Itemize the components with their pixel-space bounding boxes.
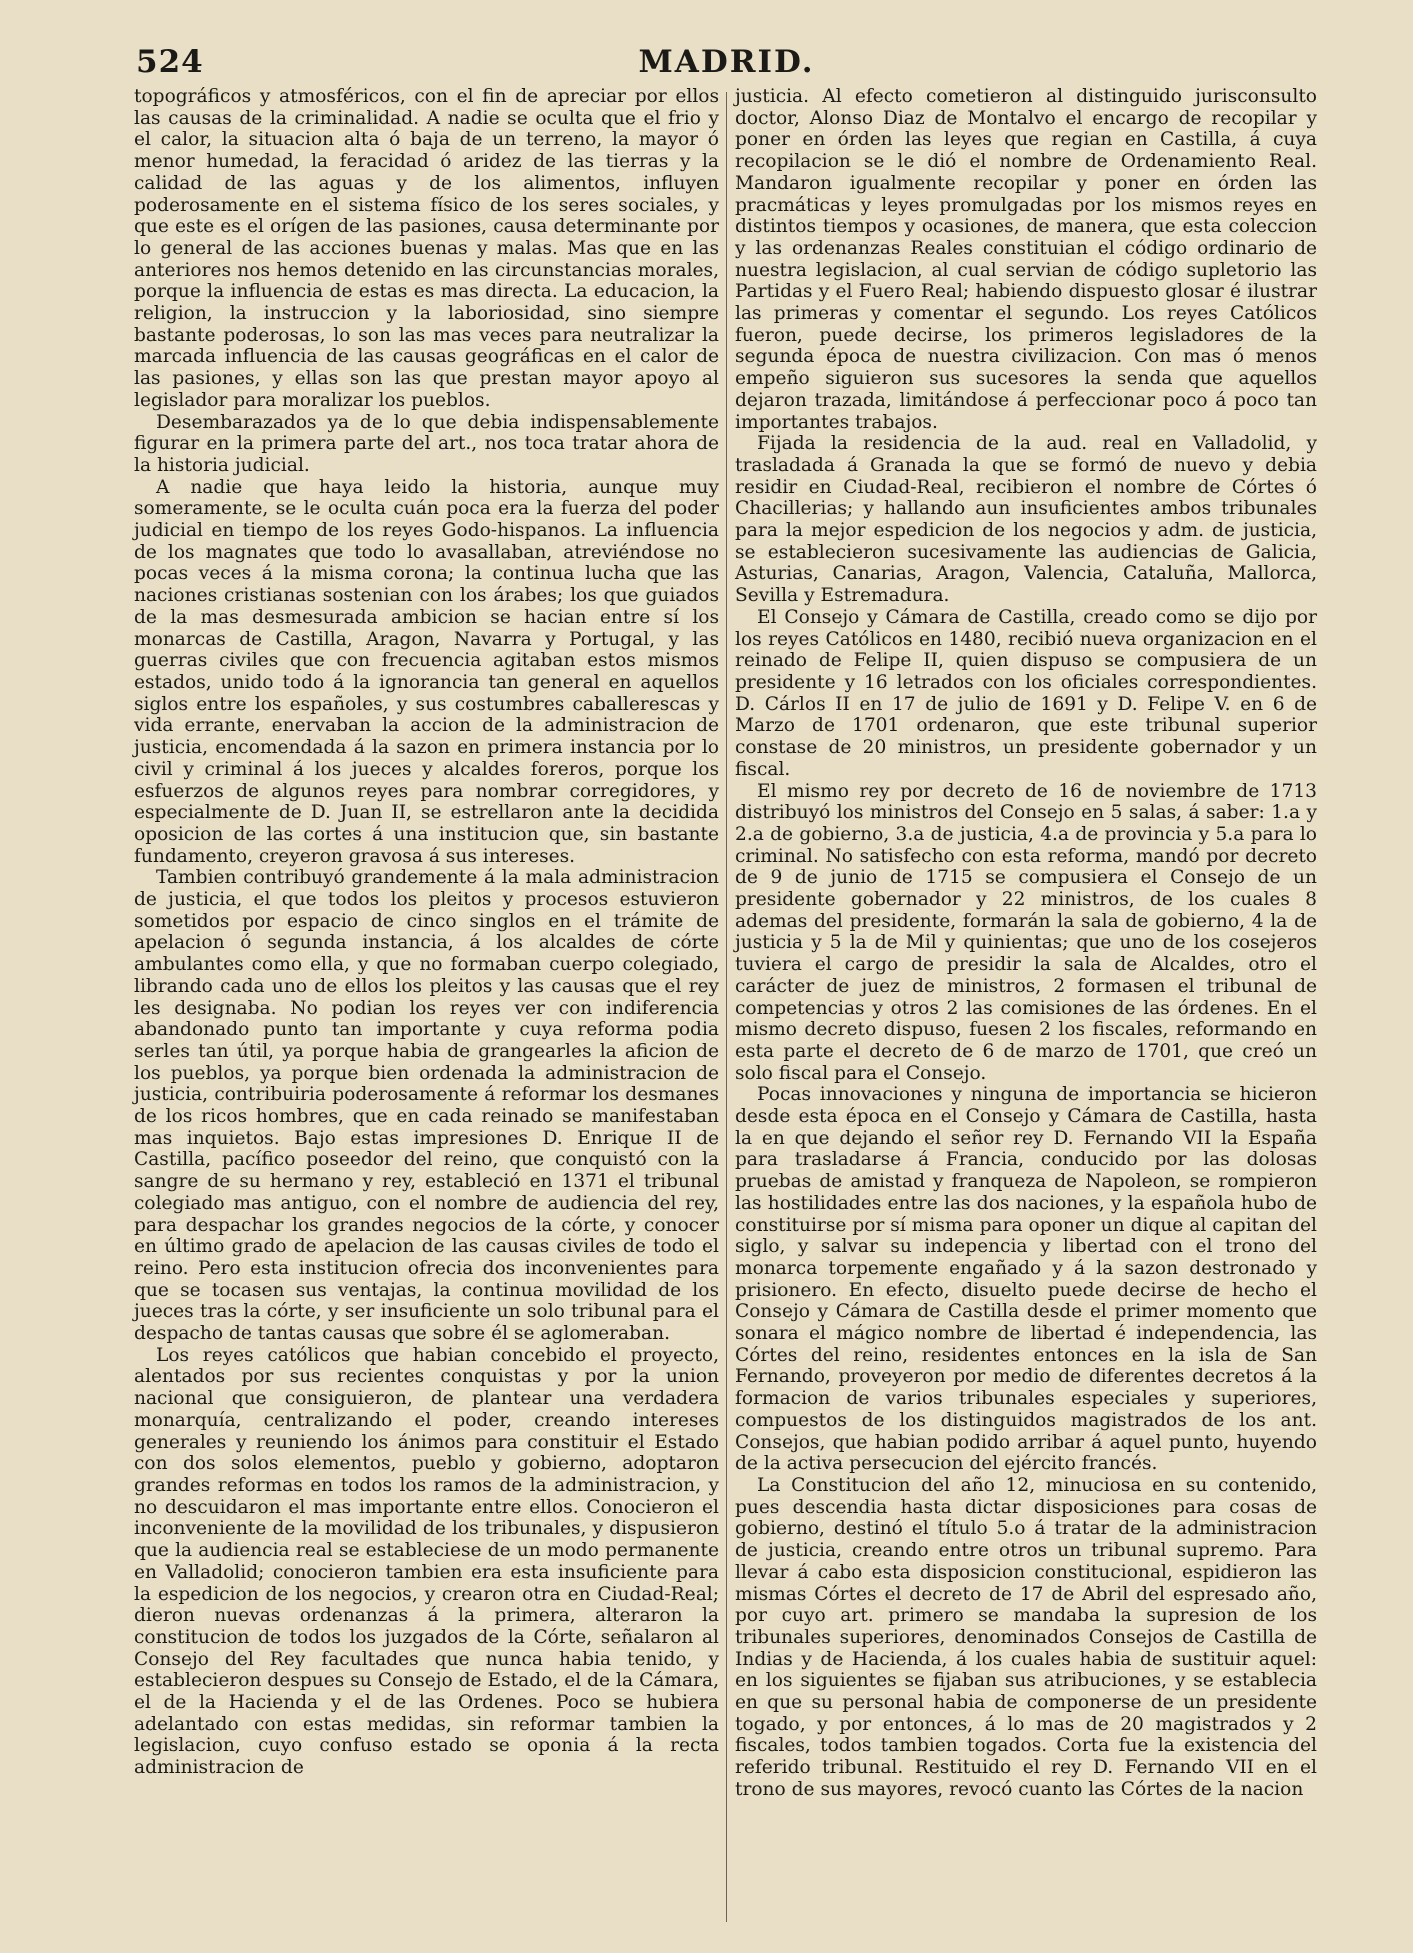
right-column [735,86,1317,1801]
column-divider [726,92,727,1922]
paragraph: Desembarazados ya de lo que debia indispensablemente figurar en la primera parte del art., nos toca tratar ahora de la historia judicial. [134,411,719,476]
paragraph: La Constitucion del año 12, minuciosa en su contenido, pues descendia hasta dictar disposiciones para cosas de gobierno, destinó el título 5.o á tratar de la administracion de justicia, creando entre otros un tribunal supremo. Para llevar á cabo esta disposicion constitucional, espidieron las mismas Córtes el decreto de 17 de Abril del espresado año, por cuyo art. primero se mandaba la supresion de los tribunales superiores, denominados Consejos de Castilla de Indias y de Hacienda, á los cuales habia de sustituir aquel: en los siguientes se fijaban sus atribuciones, y se establecia en que su personal habia de componerse de un presidente togado, y por entonces, á lo mas de 20 magistrados y 2 fiscales, todos tambien togados. Corta fue la existencia del referido tribunal. Restituido el rey D. Fernando VII en el trono de sus mayores, revocó cuanto las Córtes de la nacion [735,1475,1317,1800]
paragraph: El mismo rey por decreto de 16 de noviembre de 1713 distribuyó los ministros del Consejo en 5 salas, á saber: 1.a y 2.a de gobierno, 3.a de justicia, 4.a de provincia y 5.a para lo criminal. No satisfecho con esta reforma, mandó por decreto de 9 de junio de 1715 se compusiera el Consejo de un presidente gobernador y 22 ministros, de los cuales 8 ademas del presidente, formarán la sala de gobierno, 4 la de justicia y 5 la de Mil y quinientas; que uno de los cosejeros tuviera el cargo de presidir la sala de Alcaldes, otro el carácter de juez de ministros, 2 formasen el tribunal de competencias y otros 2 las comisiones de las órdenes. En el mismo decreto dispuso, fuesen 2 los fiscales, reformando en esta parte el decreto de 6 de marzo de 1701, que creó un solo fiscal para el Consejo. [735,780,1317,1084]
running-title: MADRID. [638,44,815,80]
paragraph: Fijada la residencia de la aud. real en Valladolid, y trasladada á Granada la que se formó de nuevo y debia residir en Ciudad-Real, recibieron el nombre de Córtes ó Chacillerias; y hallando aun insuficientes ambos tribunales para la mejor espedicion de los negocios y adm. de justicia, se establecieron sucesivamente las audiencias de Galicia, Asturias, Canarias, Aragon, Valencia, Cataluña, Mallorca, Sevilla y Estremadura. [735,433,1317,607]
left-column [134,86,719,1779]
paragraph: Los reyes católicos que habian concebido el proyecto, alentados por sus recientes conquistas y por la union nacional que consiguieron, de plantear una verdadera monarquía, centralizando el poder, creando intereses generales y reuniendo los ánimos para constituir el Estado con dos solos elementos, pueblo y gobierno, adoptaron grandes reformas en todos los ramos de la administracion, y no descuidaron el mas importante entre ellos. Conocieron el inconveniente de la movilidad de los tribunales, y dispusieron que la audiencia real se estableciese de un modo permanente en Valladolid; conocieron tambien era esta insuficiente para la espedicion de los negocios, y crearon otra en Ciudad-Real; dieron nuevas ordenanzas á la primera, alteraron la constitucion de todos los juzgados de la Córte, señalaron al Consejo del Rey facultades que nunca habia tenido, y establecieron despues su Consejo de Estado, el de la Cámara, el de la Hacienda y el de las Ordenes. Poco se hubiera adelantado con estas medidas, sin reformar tambien la legislacion, cuyo confuso estado se oponia á la recta administracion de [134,1344,719,1779]
paragraph: topográficos y atmosféricos, con el fin de apreciar por ellos las causas de la criminalidad. A nadie se oculta que el frio y el calor, la situacion alta ó baja de un terreno, la mayor ó menor humedad, la feracidad ó aridez de las tierras y la calidad de las aguas y de los alimentos, influyen poderosamente en el sistema físico de los seres sociales, y que este es el orígen de las pasiones, causa determinante por lo general de las acciones buenas y malas. Mas que en las anteriores nos hemos detenido en las circunstancias morales, porque la influencia de estas es mas directa. La educacion, la religion, la instruccion y la laboriosidad, sino siempre bastante poderosas, lo son las mas veces para neutralizar la marcada influencia de las causas geográficas en el calor de las pasiones, y ellas son las que prestan mayor apoyo al legislador para moralizar los pueblos. [134,86,719,411]
paragraph: justicia. Al efecto cometieron al distinguido jurisconsulto doctor, Alonso Diaz de Montalvo el encargo de recopilar y poner en órden las leyes que regian en Castilla, á cuya recopilacion se le dió el nombre de Ordenamiento Real. Mandaron igualmente recopilar y poner en órden las pracmáticas y leyes promulgadas por los mismos reyes en distintos tiempos y ocasiones, de manera, que esta coleccion y las ordenanzas Reales constituian el código ordinario de nuestra legislacion, al cual servian de código supletorio las Partidas y el Fuero Real; habiendo dispuesto glosar é ilustrar las primeras y comentar el segundo. Los reyes Católicos fueron, puede decirse, los primeros legisladores de la segunda época de nuestra civilizacion. Con mas ó menos empeño siguieron sus sucesores la senda que aquellos dejaron trazada, limitándose á perfeccionar poco á poco tan importantes trabajos. [735,86,1317,433]
page-header [136,44,1317,86]
paragraph: Pocas innovaciones y ninguna de importancia se hicieron desde esta época en el Consejo y Cámara de Castilla, hasta la en que dejando el señor rey D. Fernando VII la España para trasladarse á Francia, conducido por las dolosas pruebas de amistad y franqueza de Napoleon, se rompieron las hostilidades entre las dos naciones, y la española hubo de constituirse por sí misma para oponer un dique al capitan del siglo, y salvar su indepencia y libertad con el trono del monarca torpemente engañado y á la sazon destronado y prisionero. En efecto, disuelto puede decirse de hecho el Consejo y Cámara de Castilla desde el primer momento que sonara el mágico nombre de libertad é independencia, las Córtes del reino, residentes entonces en la isla de San Fernando, proveyeron por medio de diferentes decretos á la formacion de varios tribunales especiales y superiores, compuestos de los distinguidos magistrados de los ant. Consejos, que habian podido arribar á aquel punto, huyendo de la activa persecucion del ejército francés. [735,1084,1317,1475]
paragraph: Tambien contribuyó grandemente á la mala administracion de justicia, el que todos los pleitos y procesos estuvieron sometidos por espacio de cinco singlos en el trámite de apelacion ó segunda instancia, á los alcaldes de córte ambulantes como ella, y que no formaban cuerpo colegiado, librando cada uno de ellos los pleitos y las causas que el rey les designaba. No podian los reyes ver con indiferencia abandonado punto tan importante y cuya reforma podia serles tan útil, ya porque habia de grangearles la aficion de los pueblos, ya porque bien ordenada la administracion de justicia, contribuiria poderosamente á reformar los desmanes de los ricos hombres, que en cada reinado se manifestaban mas inquietos. Bajo estas impresiones D. Enrique II de Castilla, pacífico poseedor del reino, que conquistó con la sangre de su hermano y rey, estableció en 1371 el tribunal colegiado mas antiguo, con el nombre de audiencia del rey, para despachar los grandes negocios de la córte, y conocer en último grado de apelacion de las causas civiles de todo el reino. Pero esta institucion ofrecia dos inconvenientes para que se tocasen sus ventajas, la continua movilidad de los jueces tras la córte, y ser insuficiente un solo tribunal para el despacho de tantas causas que sobre él se aglomeraban. [134,867,719,1345]
paragraph: El Consejo y Cámara de Castilla, creado como se dijo por los reyes Católicos en 1480, recibió nueva organizacion en el reinado de Felipe II, quien dispuso se compusiera de un presidente y 16 letrados con los oficiales correspondientes. D. Cárlos II en 17 de julio de 1691 y D. Felipe V. en 6 de Marzo de 1701 ordenaron, que este tribunal superior constase de 20 ministros, un presidente gobernador y un fiscal. [735,606,1317,780]
page-number: 524 [136,44,204,80]
paragraph: A nadie que haya leido la historia, aunque muy someramente, se le oculta cuán poca era la fuerza del poder judicial en tiempo de los reyes Godo-hispanos. La influencia de los magnates que todo lo avasallaban, atreviéndose no pocas veces á la misma corona; la continua lucha que las naciones cristianas sostenian con los árabes; los que guiados de la mas desmesurada ambicion se hacian entre sí los monarcas de Castilla, Aragon, Navarra y Portugal, y las guerras civiles que con frecuencia agitaban estos mismos estados, unido todo á la ignorancia tan general en aquellos siglos entre los españoles, y sus costumbres caballerescas y vida errante, enervaban la accion de la administracion de justicia, encomendada á la sazon en primera instancia por lo civil y criminal á los jueces y alcaldes foreros, porque los esfuerzos de algunos reyes para nombrar corregidores, y especialmente de D. Juan II, se estrellaron ante la decidida oposicion de las cortes á una institucion que, sin bastante fundamento, creyeron gravosa á sus intereses. [134,476,719,867]
